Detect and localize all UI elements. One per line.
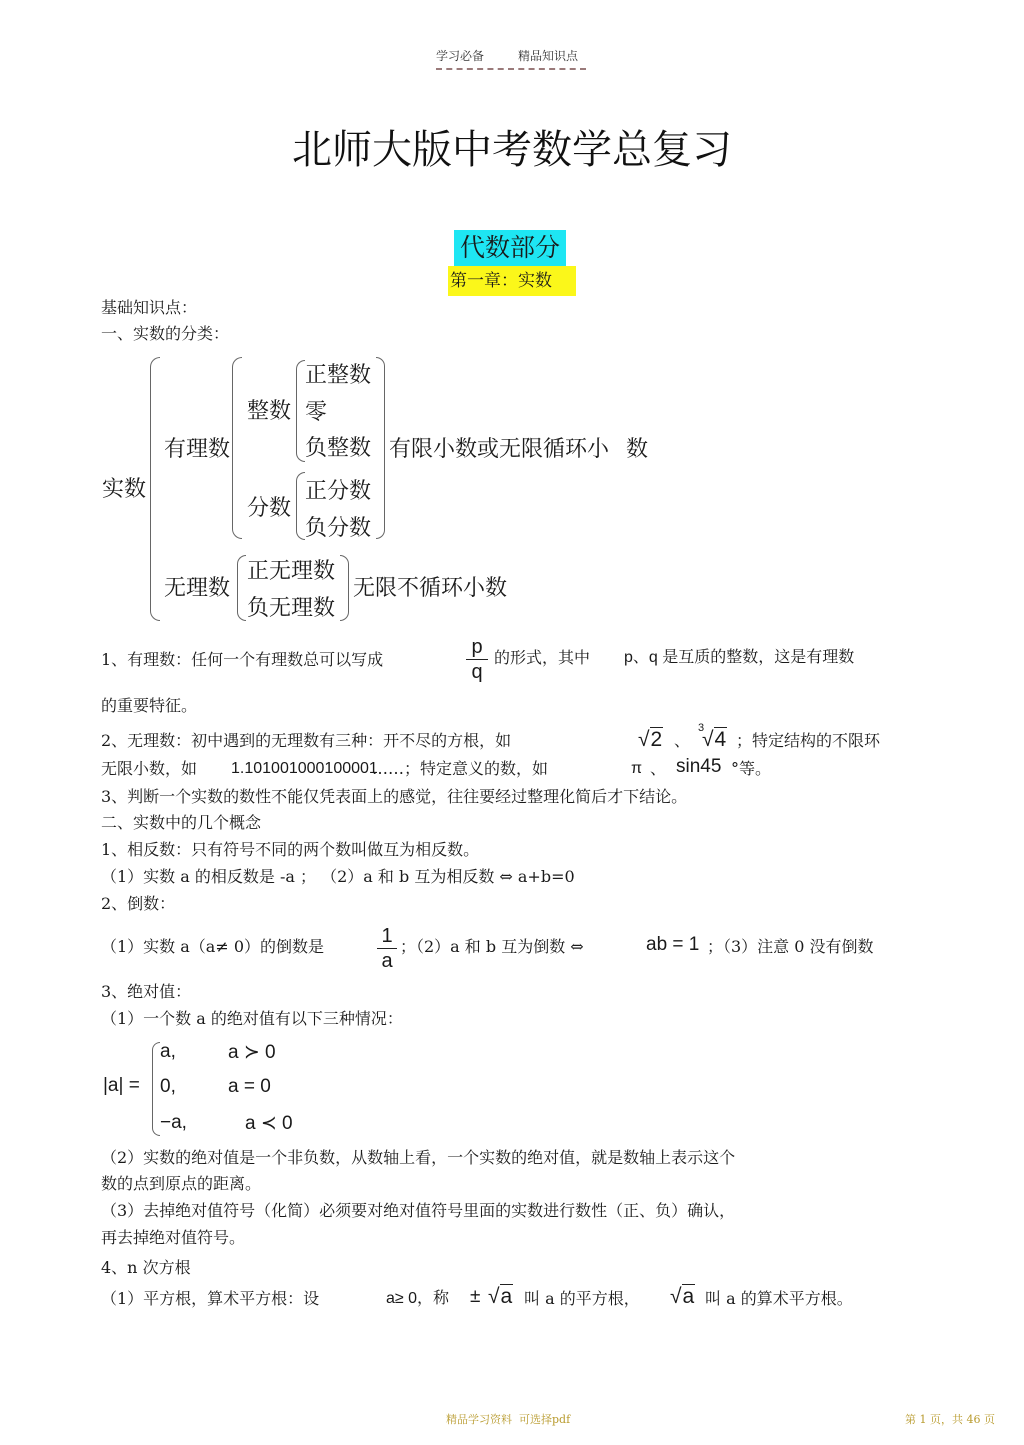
footer-page-number: 第 1 页，共 46 页 bbox=[905, 1413, 995, 1426]
radicand: 2 bbox=[650, 728, 663, 751]
absolute-value-removal-cont: 再去掉绝对值符号。 bbox=[101, 1228, 246, 1247]
case-condition: a = 0 bbox=[228, 1076, 271, 1097]
left-brace bbox=[296, 360, 305, 462]
footer-left: 精品学习资料 bbox=[446, 1413, 512, 1426]
tree-negative-integer: 负整数 bbox=[305, 436, 372, 461]
arithmetic-root-label: 叫 a 的算术平方根。 bbox=[705, 1289, 853, 1308]
fraction-p-over-q bbox=[466, 636, 488, 683]
concepts-heading: 二、实数中的几个概念 bbox=[101, 813, 262, 832]
basics-heading: 基础知识点： bbox=[101, 298, 198, 317]
tree-integer: 整数 bbox=[247, 399, 292, 424]
absolute-value-lhs: |a| = bbox=[103, 1075, 140, 1096]
tree-zero: 零 bbox=[305, 400, 328, 425]
special-meaning-text: ……；特定意义的数，如 bbox=[372, 759, 549, 778]
irrational-example-text: 无限小数，如 bbox=[101, 759, 198, 778]
fraction-bar bbox=[377, 948, 397, 949]
left-brace bbox=[150, 357, 160, 621]
zero-no-reciprocal-text: ；（3）注意 0 没有倒数 bbox=[707, 937, 874, 956]
sqrt-2-expression: √2 bbox=[638, 728, 663, 751]
absolute-value-distance-text: 数的点到原点的距离。 bbox=[101, 1174, 262, 1193]
case-value: −a, bbox=[160, 1112, 187, 1133]
footer-mid: 可选择pdf bbox=[519, 1413, 571, 1426]
judgement-text: 3、判断一个实数的数性不能仅凭表面上的感觉，往往要经过整理化简后才下结论。 bbox=[101, 787, 688, 806]
left-brace bbox=[232, 357, 242, 539]
tree-positive-integer: 正整数 bbox=[305, 363, 372, 388]
right-brace bbox=[376, 357, 385, 539]
opposite-definition: （1）实数 a 的相反数是 -a ； （2）a 和 b 互为相反数 ⇔ a+b=0 bbox=[101, 867, 575, 886]
reciprocal-heading: 2、倒数： bbox=[101, 894, 176, 913]
fraction-denominator: q bbox=[471, 661, 483, 683]
tree-irrational: 无理数 bbox=[164, 576, 231, 601]
fraction-bar bbox=[466, 659, 488, 660]
case-condition: a ≺ 0 bbox=[245, 1113, 293, 1134]
tree-rational-note: 有限小数或无限循环小 bbox=[389, 437, 610, 462]
tree-positive-fraction: 正分数 bbox=[305, 479, 372, 504]
absolute-value-heading: 3、绝对值： bbox=[101, 982, 192, 1001]
absolute-value-nonnegative-text: （2）实数的绝对值是一个非负数，从数轴上看，一个实数的绝对值，就是数轴上表示这个 bbox=[101, 1148, 736, 1167]
right-brace bbox=[340, 555, 349, 621]
left-brace bbox=[296, 472, 305, 540]
ab-equals-1: ab = 1 bbox=[646, 934, 700, 955]
section-label: 代数部分 bbox=[454, 230, 566, 266]
case-value: a, bbox=[160, 1041, 176, 1062]
irrational-definition: 2、无理数：初中遇到的无理数有三种：开不尽的方根，如 bbox=[101, 731, 512, 750]
reciprocal-definition: （1）实数 a（a≠ 0）的倒数是 bbox=[101, 937, 325, 956]
radicand: a bbox=[500, 1285, 513, 1308]
rational-coprime-text: p、q 是互质的整数，这是有理数 bbox=[624, 649, 855, 666]
separator: 、 bbox=[650, 759, 667, 778]
fraction-denominator: a bbox=[381, 950, 393, 972]
radicand: a bbox=[682, 1285, 695, 1308]
tree-irrational-note: 无限不循环小数 bbox=[353, 576, 508, 601]
square-root-label: 叫 a 的平方根， bbox=[524, 1289, 640, 1308]
classification-heading: 一、实数的分类： bbox=[101, 324, 230, 343]
left-brace bbox=[152, 1042, 160, 1136]
square-root-definition: （1）平方根，算术平方根：设 bbox=[101, 1289, 320, 1308]
nonnegative-condition: a≥ 0，称 bbox=[386, 1290, 450, 1307]
rational-feature-text: 的重要特征。 bbox=[101, 696, 198, 715]
sqrt-a-expression: √a bbox=[488, 1285, 513, 1308]
rational-definition: 1、有理数：任何一个有理数总可以写成 bbox=[101, 650, 384, 669]
tree-rational: 有理数 bbox=[164, 437, 231, 462]
nonrepeating-decimal: 1.101001000100001 bbox=[231, 760, 378, 777]
tree-negative-irrational: 负无理数 bbox=[247, 596, 336, 621]
rational-form-text: 的形式，其中 bbox=[494, 648, 591, 667]
chapter-label: 第一章：实数 bbox=[448, 266, 576, 296]
nth-root-heading: 4、n 次方根 bbox=[101, 1258, 191, 1277]
case-value: 0, bbox=[160, 1076, 176, 1097]
root-index: 3 bbox=[698, 722, 705, 734]
fraction-1-over-a bbox=[377, 925, 397, 972]
header-left: 学习必备 bbox=[436, 49, 485, 63]
separator: 、 bbox=[674, 731, 691, 750]
pi-symbol: π bbox=[631, 760, 643, 777]
irrational-structure-text: ；特定结构的不限环 bbox=[736, 731, 881, 750]
plus-minus-symbol: ± bbox=[470, 1286, 481, 1307]
fraction-numerator: 1 bbox=[381, 925, 393, 947]
absolute-value-removal-text: （3）去掉绝对值符号（化简）必须要对绝对值符号里面的实数进行数性（正、负）确认， bbox=[101, 1201, 736, 1220]
tree-fraction: 分数 bbox=[247, 496, 292, 521]
tree-root: 实数 bbox=[102, 477, 147, 502]
fraction-numerator: p bbox=[471, 636, 483, 658]
sqrt-a-expression: √a bbox=[670, 1285, 695, 1308]
tree-positive-irrational: 正无理数 bbox=[247, 559, 336, 584]
opposite-heading: 1、相反数：只有符号不同的两个数叫做互为相反数。 bbox=[101, 840, 480, 859]
left-brace bbox=[237, 555, 246, 621]
header-divider bbox=[436, 68, 586, 70]
cbrt-4-expression: √4 bbox=[702, 728, 727, 751]
header-right: 精品知识点 bbox=[518, 49, 579, 63]
case-condition: a ≻ 0 bbox=[228, 1042, 276, 1063]
degree-etc-text: °等。 bbox=[731, 759, 772, 778]
tree-rational-note-tail: 数 bbox=[626, 437, 649, 462]
tree-negative-fraction: 负分数 bbox=[305, 516, 372, 541]
sin45-expression: sin45 bbox=[676, 756, 722, 777]
radicand: 4 bbox=[714, 728, 727, 751]
reciprocal-pair-text: ；（2）a 和 b 互为倒数 ⇔ bbox=[400, 937, 584, 956]
page-title: 北师大版中考数学总复习 bbox=[292, 127, 732, 173]
absolute-value-cases-text: （1）一个数 a 的绝对值有以下三种情况： bbox=[101, 1009, 403, 1028]
